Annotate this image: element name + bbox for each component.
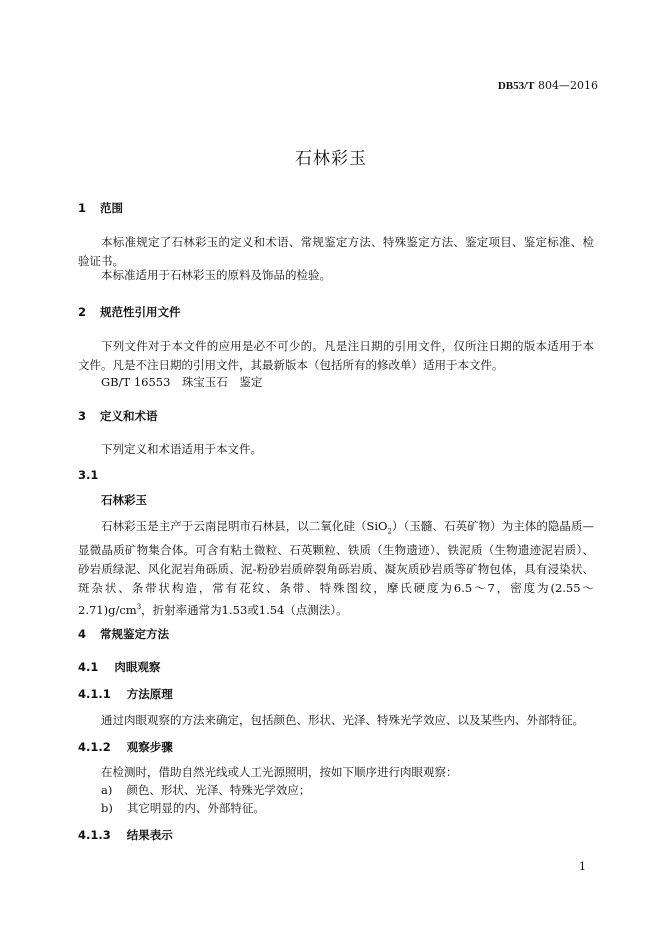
document-title: 石林彩玉 (295, 149, 367, 169)
list-item-a: a) 颜色、形状、光泽、特殊光学效应； (101, 783, 311, 797)
section-3-paragraph: 下列定义和术语适用于本文件。 (101, 442, 262, 456)
clause-4-1-3-heading: 4.1.3 结果表示 (78, 828, 173, 842)
section-2-heading: 2 规范性引用文件 (78, 305, 181, 319)
normative-reference: GB/T 16553 珠宝玉石 鉴定 (101, 375, 263, 389)
clause-4-1-2-heading: 4.1.2 观察步骤 (78, 740, 173, 754)
term-definition: 石林彩玉是主产于云南昆明市石林县，以二氧化硅（SiO$_2$）（玉髓、石英矿物）为主体的隐晶质—显微晶质矿物集合体。可含有粘土微粒、石英颗粒、铁质（生物遗迹）、铁泥质（生物遗迹泥岩质）、砂岩质绿泥、风化泥岩角砾质、泥-粉砂岩质碎裂角砾岩质、凝灰质砂岩质等矿物包体，具有浸染状、斑杂状、条带状构造，常有花纹、条带、特殊图纹，摩氏硬度为6.5～7，密度为$(2.55\sim 2.71)g/cm^3$，折射率通常为1.53或1.54（点测法）。 (78, 519, 595, 618)
clause-4-1-1-paragraph: 通过肉眼观察的方法来确定，包括颜色、形状、光泽、特殊光学效应、以及某些内、外部特征。 (101, 713, 584, 727)
clause-4-1-1-heading: 4.1.1 方法原理 (78, 687, 173, 701)
list-item-b: b) 其它明显的内、外部特征。 (101, 801, 265, 815)
section-2-paragraph: 下列文件对于本文件的应用是必不可少的。凡是注日期的引用文件，仅所注日期的版本适用于本文件。凡是不注日期的引用文件，其最新版本（包括所有的修改单）适用于本文件。 (78, 339, 594, 372)
section-1-heading: 1 范围 (78, 201, 124, 215)
section-1-paragraph-1: 本标准规定了石林彩玉的定义和术语、常规鉴定方法、特殊鉴定方法、鉴定项目、鉴定标准、检验证书。 (78, 235, 594, 268)
section-3-heading: 3 定义和术语 (78, 409, 158, 423)
clause-4-1-heading: 4.1 肉眼观察 (78, 660, 161, 674)
page-number: 1 (579, 860, 586, 873)
standard-code: DB53/T 804—2016 (497, 79, 598, 92)
clause-4-1-2-paragraph: 在检测时，借助自然光线或人工光源照明，按如下顺序进行肉眼观察： (101, 765, 458, 779)
clause-3-1-number: 3.1 (78, 468, 99, 482)
section-4-heading: 4 常规鉴定方法 (78, 627, 170, 641)
section-1-paragraph-2: 本标准适用于石林彩玉的原料及饰品的检验。 (101, 268, 331, 282)
term-heading: 石林彩玉 (101, 493, 147, 507)
